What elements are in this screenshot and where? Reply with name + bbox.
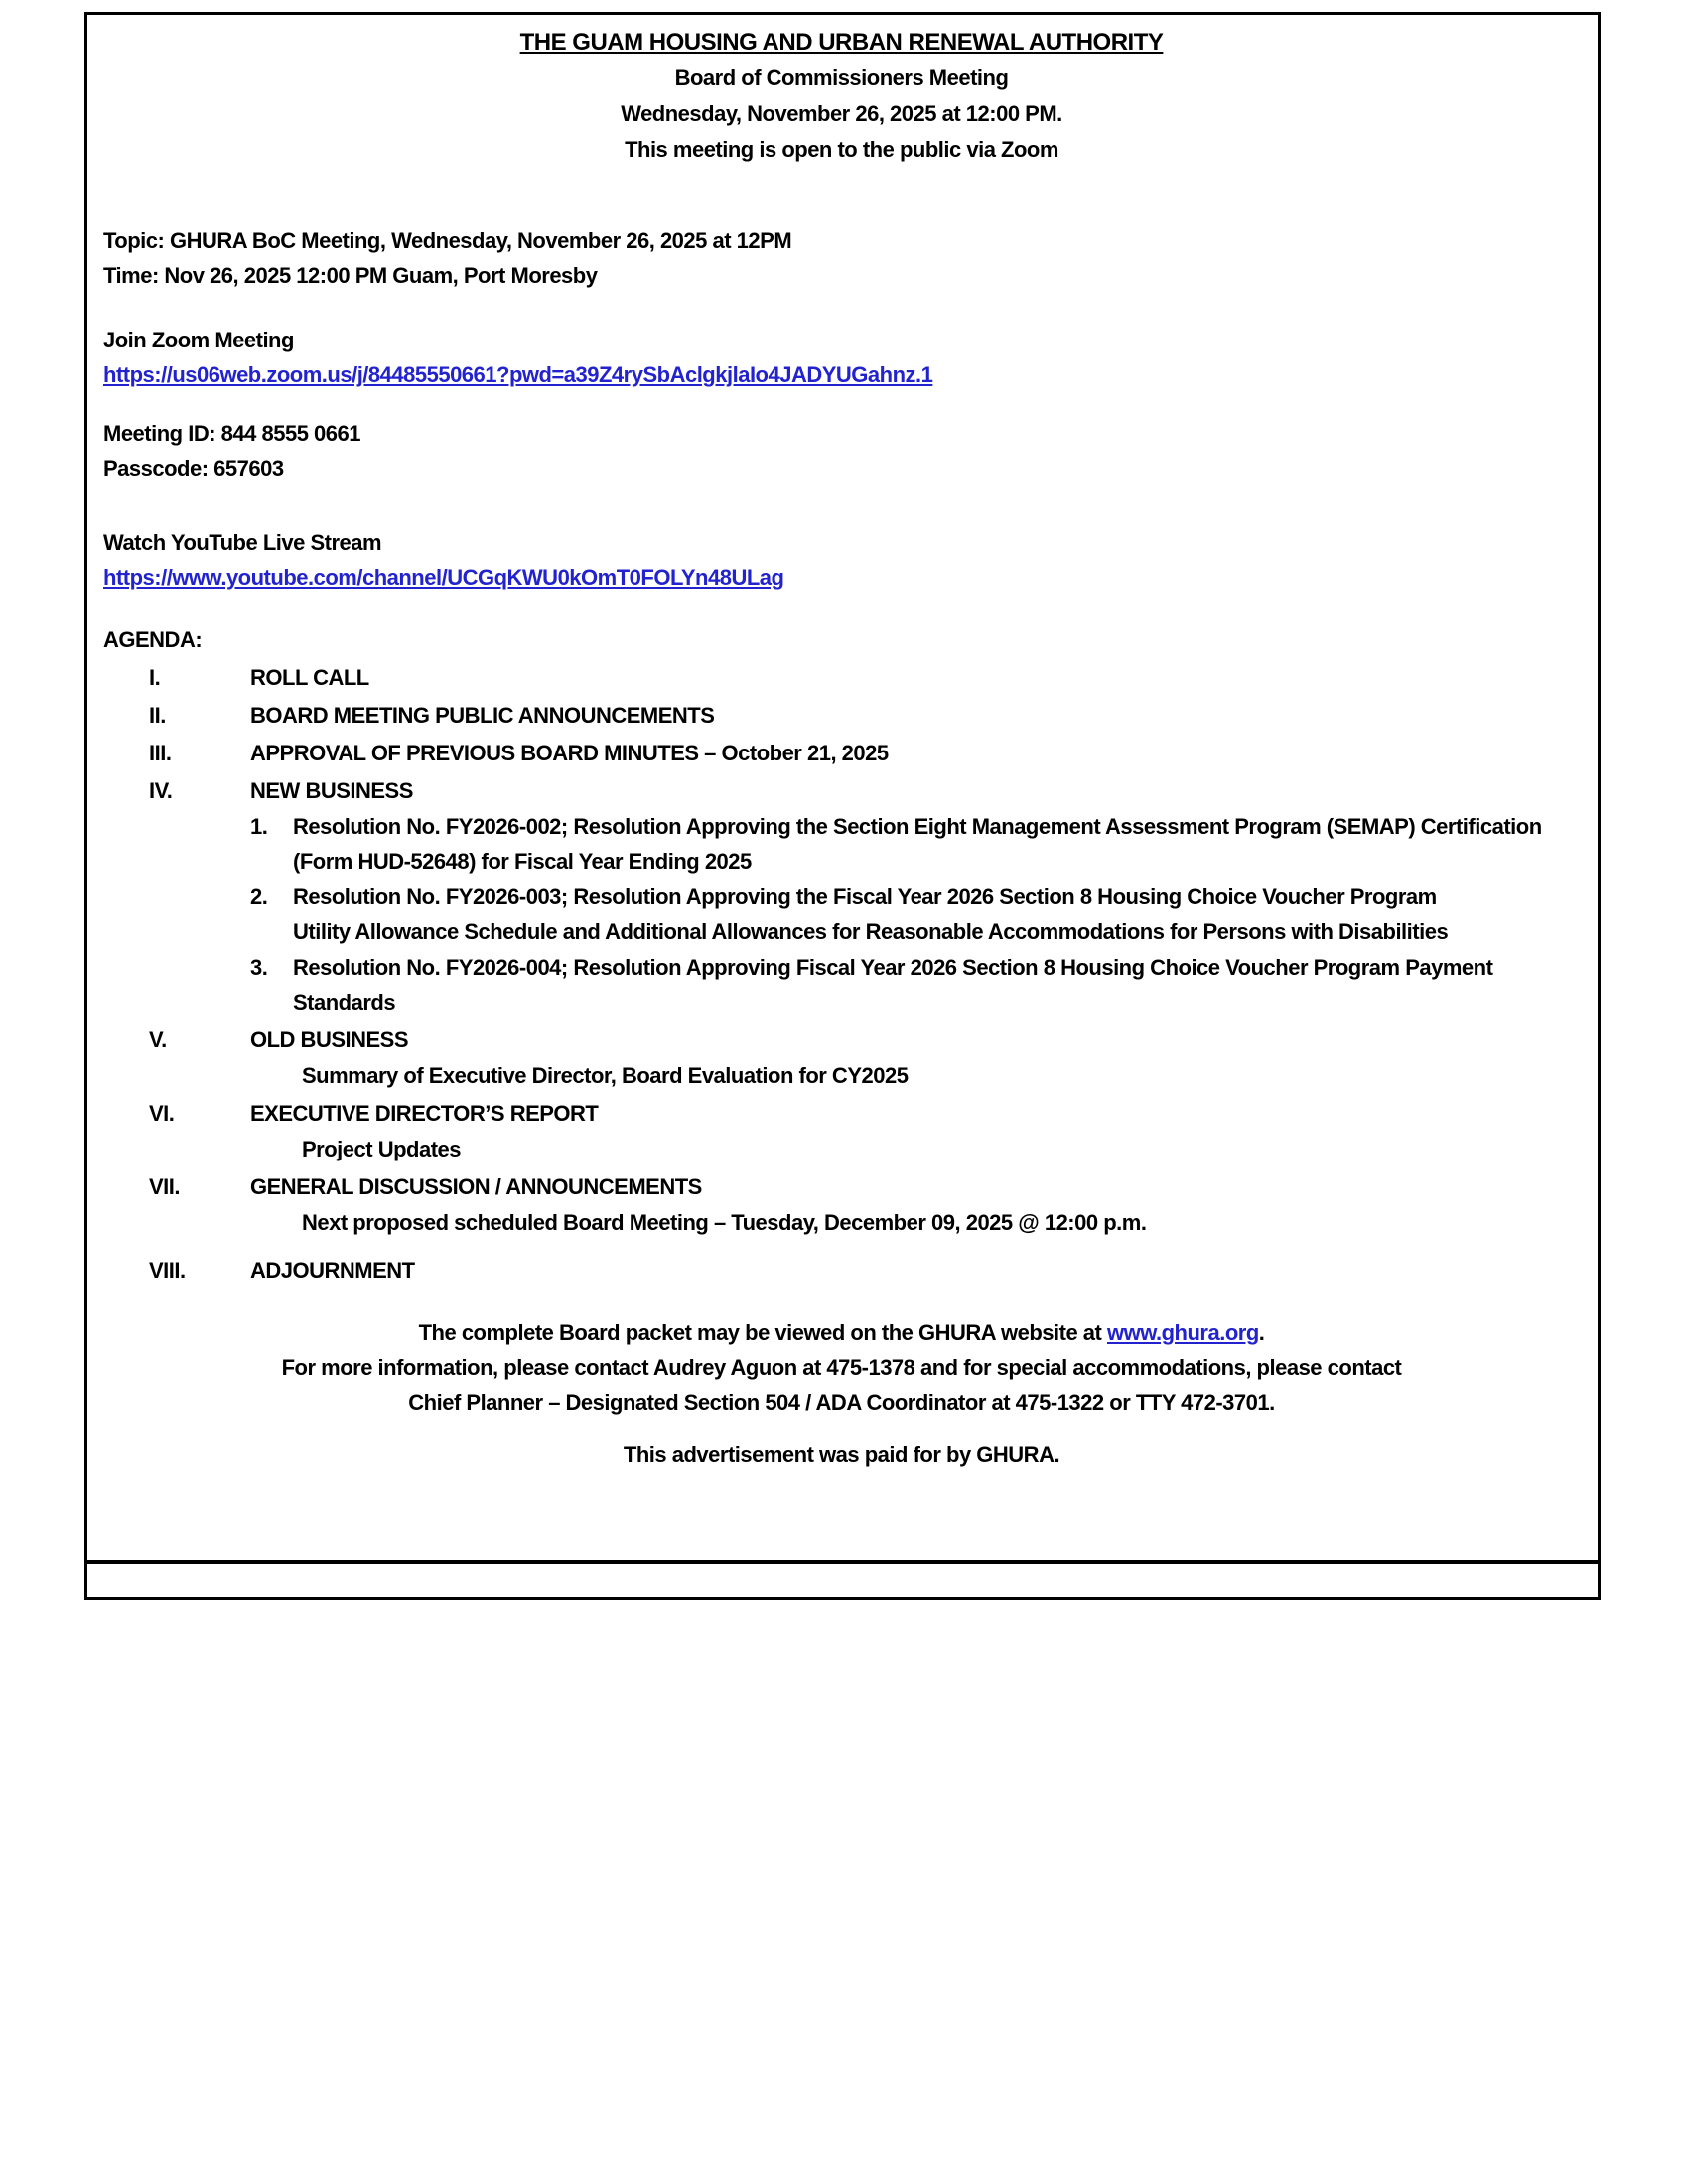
new-business-text: Resolution No. FY2026-004; Resolution Approving Fiscal Year 2026 Section 8 Housing Choice Voucher Program Payment Standards	[293, 955, 1493, 1015]
paid-advertisement-line: This advertisement was paid for by GHURA.	[623, 1442, 1060, 1467]
new-business-number: 3.	[250, 955, 268, 980]
meeting-topic-block	[103, 223, 1580, 293]
new-business-item-1	[103, 809, 1580, 879]
zoom-join-block	[103, 323, 1580, 392]
agenda-item-minutes-approval	[103, 736, 1580, 770]
footer-packet-post: .	[1258, 1320, 1265, 1345]
new-business-text	[293, 880, 1580, 949]
new-business-number: 2.	[250, 885, 268, 909]
old-business-note: Summary of Executive Director, Board Evaluation for CY2025	[302, 1063, 909, 1088]
agenda-item-title: ADJOURNMENT	[250, 1258, 415, 1283]
new-business-number: 1.	[250, 814, 268, 839]
agenda-numeral: VIII.	[149, 1258, 186, 1283]
new-business-item-2	[103, 880, 1580, 949]
ghura-website-link[interactable]: www.ghura.org	[1106, 1320, 1259, 1345]
agenda-item-title: APPROVAL OF PREVIOUS BOARD MINUTES – October 21, 2025	[250, 741, 889, 765]
agenda-item-title: NEW BUSINESS	[250, 778, 413, 803]
meeting-id: Meeting ID: 844 8555 0661	[103, 421, 360, 446]
zoom-join-link[interactable]: https://us06web.zoom.us/j/84485550661?pwd=a39Z4rySbAclgkjlaIo4JADYUGahnz.1	[103, 362, 933, 387]
document-header	[103, 25, 1580, 168]
header-subtitle-meeting: Board of Commissioners Meeting	[674, 66, 1009, 90]
footer-packet-line	[103, 1315, 1580, 1350]
agenda-numeral: IV.	[149, 778, 173, 803]
footer-packet-pre: The complete Board packet may be viewed on the GHURA website at	[418, 1320, 1107, 1345]
agenda-section	[103, 622, 1580, 1288]
document-title: THE GUAM HOUSING AND URBAN RENEWAL AUTHORITY	[519, 29, 1164, 56]
ed-report-note: Project Updates	[302, 1137, 461, 1161]
agenda-item-title: EXECUTIVE DIRECTOR’S REPORT	[250, 1101, 599, 1126]
footer-info	[103, 1315, 1580, 1420]
new-business-text: Resolution No. FY2026-002; Resolution Approving the Section Eight Management Assessment Program (SEMAP) Certification (Form HUD-52648) for Fiscal Year Ending 2025	[293, 814, 1542, 874]
agenda-item-ed-report	[103, 1096, 1580, 1131]
new-business-text-line: Utility Allowance Schedule and Additional Allowances for Reasonable Accommodations for Persons with Disabilities	[293, 919, 1449, 944]
meeting-passcode: Passcode: 657603	[103, 456, 284, 480]
zoom-join-label: Join Zoom Meeting	[103, 328, 294, 352]
meeting-topic: Topic: GHURA BoC Meeting, Wednesday, November 26, 2025 at 12PM	[103, 228, 792, 253]
agenda-numeral: VII.	[149, 1174, 181, 1199]
youtube-link[interactable]: https://www.youtube.com/channel/UCGqKWU0kOmT0FOLYn48ULag	[103, 565, 784, 590]
agenda-item-announcements	[103, 698, 1580, 733]
notice-content	[87, 15, 1598, 1560]
footer-contact-line: For more information, please contact Audrey Aguon at 475-1378 and for special accommodations, please contact	[281, 1355, 1402, 1380]
agenda-numeral: VI.	[149, 1101, 175, 1126]
general-discussion-note: Next proposed scheduled Board Meeting – Tuesday, December 09, 2025 @ 12:00 p.m.	[302, 1210, 1147, 1235]
agenda-numeral: II.	[149, 703, 166, 728]
agenda-numeral: I.	[149, 665, 161, 690]
agenda-item-title: GENERAL DISCUSSION / ANNOUNCEMENTS	[250, 1174, 702, 1199]
meeting-id-block	[103, 416, 1580, 485]
agenda-item-title: BOARD MEETING PUBLIC ANNOUNCEMENTS	[250, 703, 715, 728]
bottom-empty-row	[87, 1560, 1598, 1597]
header-subtitle-date: Wednesday, November 26, 2025 at 12:00 PM.	[621, 101, 1062, 126]
agenda-numeral: V.	[149, 1027, 167, 1052]
new-business-text-line: Resolution No. FY2026-003; Resolution Approving the Fiscal Year 2026 Section 8 Housing Choice Voucher Program	[293, 885, 1437, 909]
footer-ada-line: Chief Planner – Designated Section 504 / ADA Coordinator at 475-1322 or TTY 472-3701.	[408, 1390, 1275, 1415]
agenda-item-general-discussion	[103, 1169, 1580, 1204]
agenda-item-roll-call	[103, 660, 1580, 695]
agenda-item-new-business	[103, 773, 1580, 808]
header-subtitle-public: This meeting is open to the public via Zoom	[625, 137, 1058, 162]
meeting-time: Time: Nov 26, 2025 12:00 PM Guam, Port Moresby	[103, 263, 598, 288]
agenda-label: AGENDA:	[103, 627, 203, 652]
agenda-numeral: III.	[149, 741, 172, 765]
agenda-item-title: ROLL CALL	[250, 665, 369, 690]
youtube-block	[103, 525, 1580, 595]
notice-border-box	[84, 12, 1601, 1600]
agenda-item-old-business	[103, 1023, 1580, 1057]
new-business-item-3	[103, 950, 1580, 1020]
agenda-item-title: OLD BUSINESS	[250, 1027, 409, 1052]
agenda-item-adjournment	[103, 1253, 1580, 1288]
youtube-label: Watch YouTube Live Stream	[103, 530, 382, 555]
